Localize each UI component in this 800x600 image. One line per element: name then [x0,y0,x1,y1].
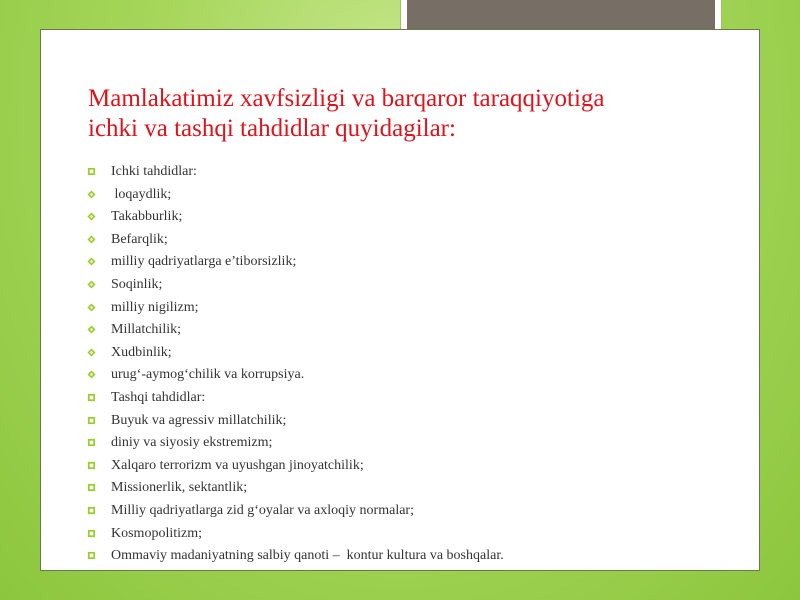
list-item [87,364,504,387]
list-item-text: urug‘-aymog‘chilik va korrupsiya. [111,367,305,383]
list-item-text: milliy nigilizm; [111,299,199,315]
list-item-text: milliy qadriyatlarga e’tiborsizlik; [111,254,297,270]
diamond-bullet-icon [87,280,96,289]
list-item [87,410,504,433]
diamond-bullet-icon [87,235,96,244]
slide-content-panel [40,29,760,571]
list-item [87,274,504,297]
list-item [87,229,504,252]
list-item-text: Befarqlik; [111,231,168,247]
list-item [87,455,504,478]
diamond-bullet-icon [87,303,96,312]
square-bullet-icon [87,416,96,425]
square-bullet-icon [87,483,96,492]
list-item-text: Milliy qadriyatlarga zid g‘oyalar va axloqiy normalar; [111,502,414,518]
list-item-text: loqaydlik; [111,186,172,202]
list-item [87,523,504,546]
square-bullet-icon [87,529,96,538]
list-item-text: Takabburlik; [111,209,183,225]
square-bullet-icon [87,551,96,560]
list-item [87,206,504,229]
diamond-bullet-icon [87,370,96,379]
list-item-text: Millatchilik; [111,322,181,338]
slide-title [88,84,708,144]
list-item [87,477,504,500]
diamond-bullet-icon [87,212,96,221]
slide-title-line-1: Mamlakatimiz xavfsizligi va barqaror taraqqiyotiga [88,85,605,112]
list-item [87,184,504,207]
list-item [87,319,504,342]
list-item-text: Soqinlik; [111,276,163,292]
list-item [87,387,504,410]
list-item-text: Ommaviy madaniyatning salbiy qanoti – kontur kultura va boshqalar. [111,548,504,564]
list-item [87,161,504,184]
list-item [87,545,504,568]
list-item [87,500,504,523]
list-item [87,432,504,455]
square-bullet-icon [87,461,96,470]
list-item-text: Xalqaro terrorizm va uyushgan jinoyatchilik; [111,457,364,473]
square-bullet-icon [87,506,96,515]
list-item-text: Ichki tahdidlar: [111,164,197,179]
list-item-text: Missionerlik, sektantlik; [111,480,248,496]
list-item-text: Kosmopolitizm; [111,525,202,541]
diamond-bullet-icon [87,257,96,266]
square-bullet-icon [87,393,96,402]
list-item-text: diniy va siyosiy ekstremizm; [111,435,273,451]
square-bullet-icon [87,438,96,447]
diamond-bullet-icon [87,348,96,357]
list-item-text: Buyuk va agressiv millatchilik; [111,412,287,428]
slide-title-line-2: ichki va tashqi tahdidlar quyidagilar: [88,115,456,142]
diamond-bullet-icon [87,190,96,199]
list-item-text: Xudbinlik; [111,344,172,360]
list-item [87,297,504,320]
diamond-bullet-icon [87,325,96,334]
list-item [87,342,504,365]
list-item [87,251,504,274]
square-bullet-icon [87,167,96,176]
list-item-text: Tashqi tahdidlar: [111,389,206,405]
threat-list [87,161,504,568]
